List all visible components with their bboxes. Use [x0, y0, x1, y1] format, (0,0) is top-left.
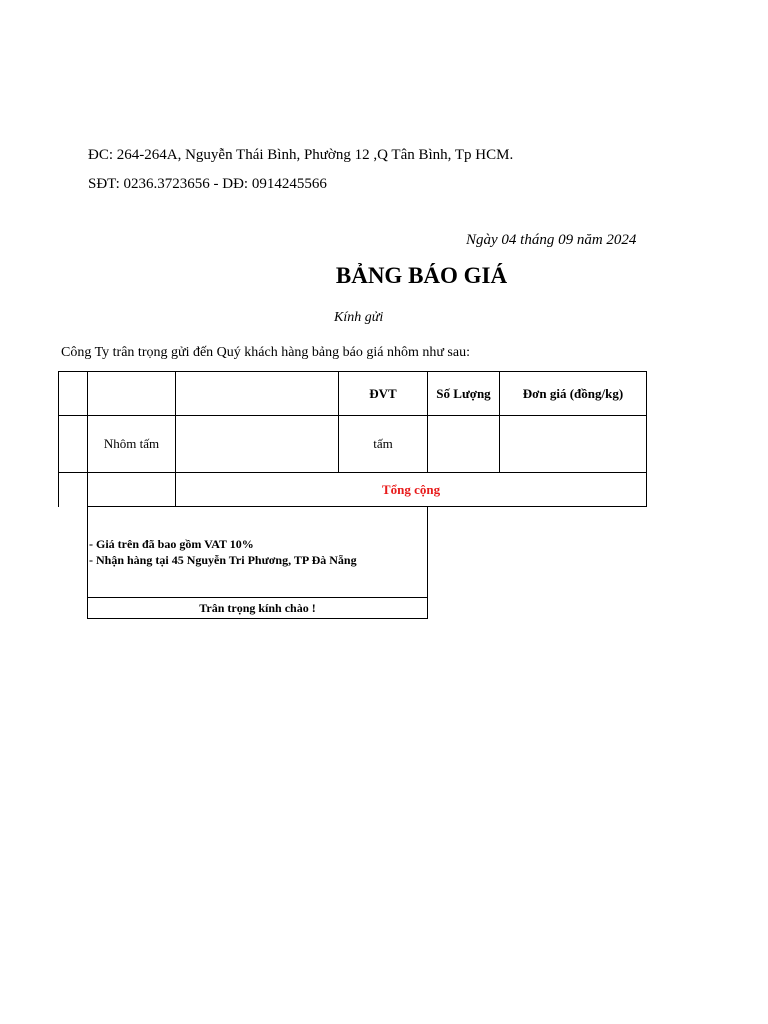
total-row	[59, 473, 647, 507]
notes-box	[87, 506, 428, 619]
total-label: Tổng cộng	[176, 473, 647, 507]
closing-text: Trân trọng kính chào !	[88, 598, 428, 619]
quote-table	[58, 371, 647, 507]
greeting: Kính gửi	[334, 310, 384, 325]
cell-product: Nhôm tấm	[88, 416, 176, 473]
cell-total-blank	[88, 473, 176, 507]
cell-index	[59, 416, 88, 473]
col-header-product	[88, 372, 176, 416]
document-title: BẢNG BÁO GIÁ	[335, 263, 508, 288]
cell-quantity	[428, 416, 500, 473]
cell-index-total	[59, 473, 88, 507]
company-phone: SĐT: 0236.3723656 - DĐ: 0914245566	[88, 176, 327, 192]
col-header-unit: ĐVT	[339, 372, 428, 416]
cell-unit: tấm	[339, 416, 428, 473]
table-row	[59, 416, 647, 473]
cell-price	[500, 416, 647, 473]
quote-date: Ngày 04 tháng 09 năm 2024	[466, 232, 637, 248]
col-header-spec	[176, 372, 339, 416]
col-header-price: Đơn giá (đồng/kg)	[500, 372, 647, 416]
col-header-index	[59, 372, 88, 416]
note-pickup: - Nhận hàng tại 45 Nguyễn Tri Phương, TP Đà Nẵng	[89, 553, 357, 567]
company-address: ĐC: 264-264A, Nguyễn Thái Bình, Phường 12 ,Q Tân Bình, Tp HCM.	[88, 147, 514, 163]
note-vat: - Giá trên đã bao gồm VAT 10%	[89, 537, 254, 551]
intro-text: Công Ty trân trọng gửi đến Quý khách hàng bảng báo giá nhôm như sau:	[61, 345, 470, 360]
cell-spec	[176, 416, 339, 473]
col-header-quantity: Số Lượng	[428, 372, 500, 416]
table-header-row	[59, 372, 647, 416]
notes-cell	[88, 507, 428, 598]
